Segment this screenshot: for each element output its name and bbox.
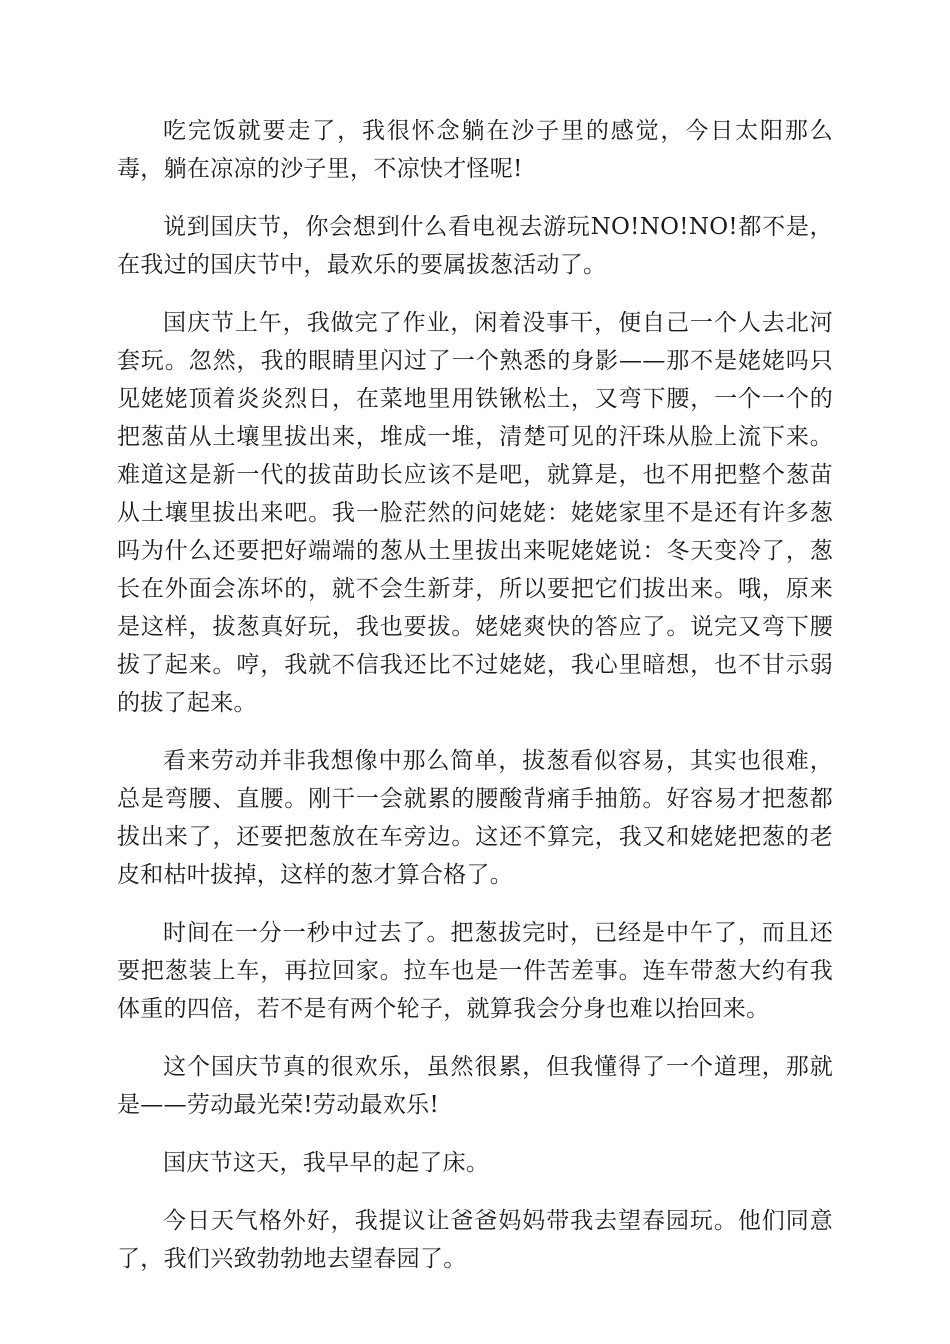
document-page [117, 112, 833, 1298]
paragraph-4: 看来劳动并非我想像中那么简单，拔葱看似容易，其实也很难，总是弯腰、直腰。刚干一会就累的腰酸背痛手抽筋。好容易才把葱都拔出来了，还要把葱放在车旁边。这还不算完，我又和姥姥把葱的老皮和枯叶拔掉，这样的葱才算合格了。 [117, 748, 833, 888]
paragraph-2: 说到国庆节，你会想到什么看电视去游玩NO!NO!NO!都不是，在我过的国庆节中，最欢乐的要属拔葱活动了。 [117, 214, 833, 278]
paragraph-6: 这个国庆节真的很欢乐，虽然很累，但我懂得了一个道理，那就是——劳动最光荣!劳动最欢乐! [117, 1054, 833, 1118]
paragraph-3: 国庆节上午，我做完了作业，闲着没事干，便自己一个人去北河套玩。忽然，我的眼睛里闪过了一个熟悉的身影——那不是姥姥吗只见姥姥顶着炎炎烈日，在菜地里用铁锹松土，又弯下腰，一个一个的把葱苗从土壤里拔出来，堆成一堆，清楚可见的汗珠从脸上流下来。难道这是新一代的拔苗助长应该不是吧，就算是，也不用把整个葱苗从土壤里拔出来吧。我一脸茫然的问姥姥：姥姥家里不是还有许多葱吗为什么还要把好端端的葱从土里拔出来呢姥姥说：冬天变冷了，葱长在外面会冻坏的，就不会生新芽，所以要把它们拔出来。哦，原来是这样，拔葱真好玩，我也要拔。姥姥爽快的答应了。说完又弯下腰拔了起来。哼，我就不信我还比不过姥姥，我心里暗想，也不甘示弱的拔了起来。 [117, 310, 833, 716]
paragraph-1: 吃完饭就要走了，我很怀念躺在沙子里的感觉，今日太阳那么毒，躺在凉凉的沙子里，不凉快才怪呢! [117, 118, 833, 182]
paragraph-5: 时间在一分一秒中过去了。把葱拔完时，已经是中午了，而且还要把葱装上车，再拉回家。拉车也是一件苦差事。连车带葱大约有我体重的四倍，若不是有两个轮子，就算我会分身也难以抬回来。 [117, 920, 833, 1022]
paragraph-8: 今日天气格外好，我提议让爸爸妈妈带我去望春园玩。他们同意了，我们兴致勃勃地去望春园了。 [117, 1208, 833, 1272]
paragraph-7: 国庆节这天，我早早的起了床。 [163, 1150, 490, 1176]
